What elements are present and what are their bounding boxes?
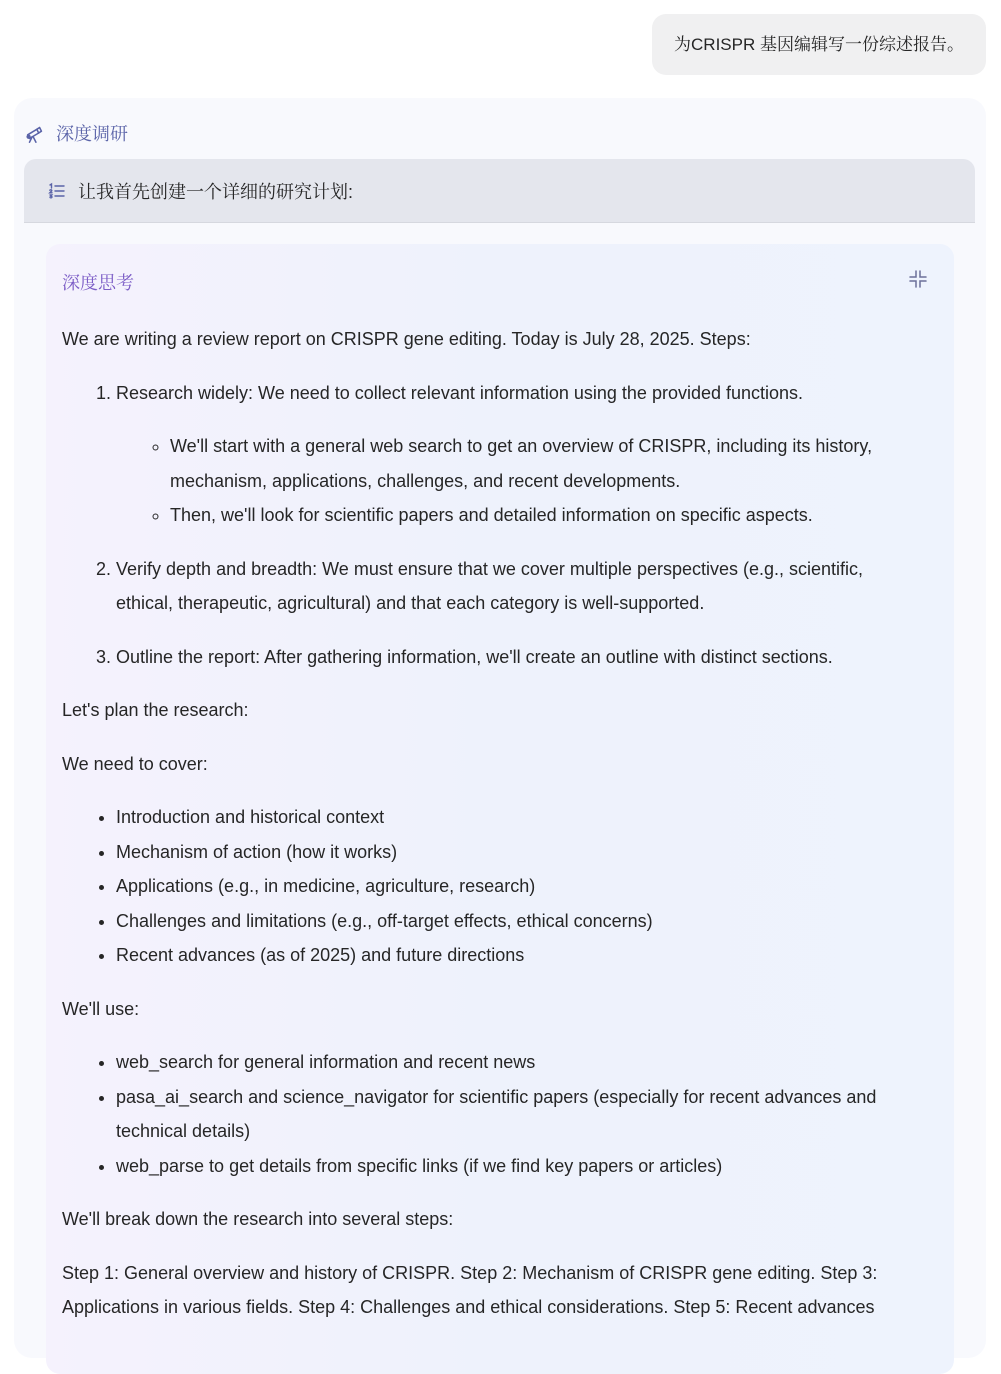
deep-research-header — [24, 120, 128, 146]
plan-intro-text: Let's plan the research: — [62, 700, 249, 720]
thinking-substep: ◦ We'll start with a general web search to get an overview of CRISPR, including its history, mechanism, applications, challenges, and recent developments. — [170, 429, 914, 498]
cover-intro-text: We need to cover: — [62, 753, 208, 774]
telescope-icon — [24, 122, 46, 144]
list-ordered-icon — [48, 182, 66, 200]
plan-step-text: 让我首先创建一个详细的研究计划: — [78, 181, 353, 202]
breakdown-text: Step 1: General overview and history of CRISPR. Step 2: Mechanism of CRISPR gene editing. Step 3: Applications in various fields. Step 4: Challenges and ethical considerations. Step 5: Recent advances — [62, 1262, 878, 1317]
deep-thinking-content — [62, 322, 914, 1344]
assistant-response — [14, 98, 986, 1358]
cover-item: • Introduction and historical context — [116, 800, 914, 835]
cover-item: • Applications (e.g., in medicine, agriculture, research) — [116, 869, 914, 904]
tool-item: • web_parse to get details from specific links (if we find key papers or articles) — [116, 1149, 914, 1184]
use-intro-text: We'll use: — [62, 998, 140, 1019]
thinking-steps-list — [62, 376, 914, 675]
cover-item: • Challenges and limitations (e.g., off-target effects, ethical concerns) — [116, 904, 914, 939]
tool-item: • web_search for general information and recent news — [116, 1045, 914, 1080]
cover-items-list — [62, 800, 914, 973]
tool-item: • pasa_ai_search and science_navigator for scientific papers (especially for recent advances and technical details) — [116, 1080, 914, 1149]
deep-thinking-title: 深度思考 — [62, 273, 134, 293]
thinking-step: 3. Outline the report: After gathering information, we'll create an outline with distinct sections. — [116, 640, 914, 675]
user-message-bubble — [652, 14, 986, 75]
user-message-text: 为CRISPR 基因编辑写一份综述报告。 — [674, 35, 964, 54]
thinking-substep: ◦ Then, we'll look for scientific papers and detailed information on specific aspects. — [170, 498, 914, 533]
deep-research-label: 深度调研 — [56, 124, 128, 144]
breakdown-intro-text: We'll break down the research into several steps: — [62, 1209, 454, 1229]
thinking-substeps-list — [116, 429, 914, 533]
tools-list — [62, 1045, 914, 1183]
plan-step-bar[interactable] — [24, 159, 975, 223]
cover-item: • Recent advances (as of 2025) and future directions — [116, 938, 914, 973]
collapse-icon[interactable] — [908, 269, 928, 289]
thinking-intro: We are writing a review report on CRISPR gene editing. Today is July 28, 2025. Steps: — [62, 329, 751, 349]
thinking-step: 2. Verify depth and breadth: We must ensure that we cover multiple perspectives (e.g., scientific, ethical, therapeutic, agricultural) and that each category is well-supported. — [116, 552, 914, 621]
deep-thinking-panel — [46, 244, 954, 1374]
cover-item: • Mechanism of action (how it works) — [116, 835, 914, 870]
thinking-step: 1. Research widely: We need to collect relevant information using the provided functions. ◦ We'll start with a general web search to get an overview of CRISPR, including its history, mechanism, applications, challenges, and recent developments. ◦ Then, we'll look for scientific papers and detailed information on specific aspects. — [116, 376, 914, 533]
